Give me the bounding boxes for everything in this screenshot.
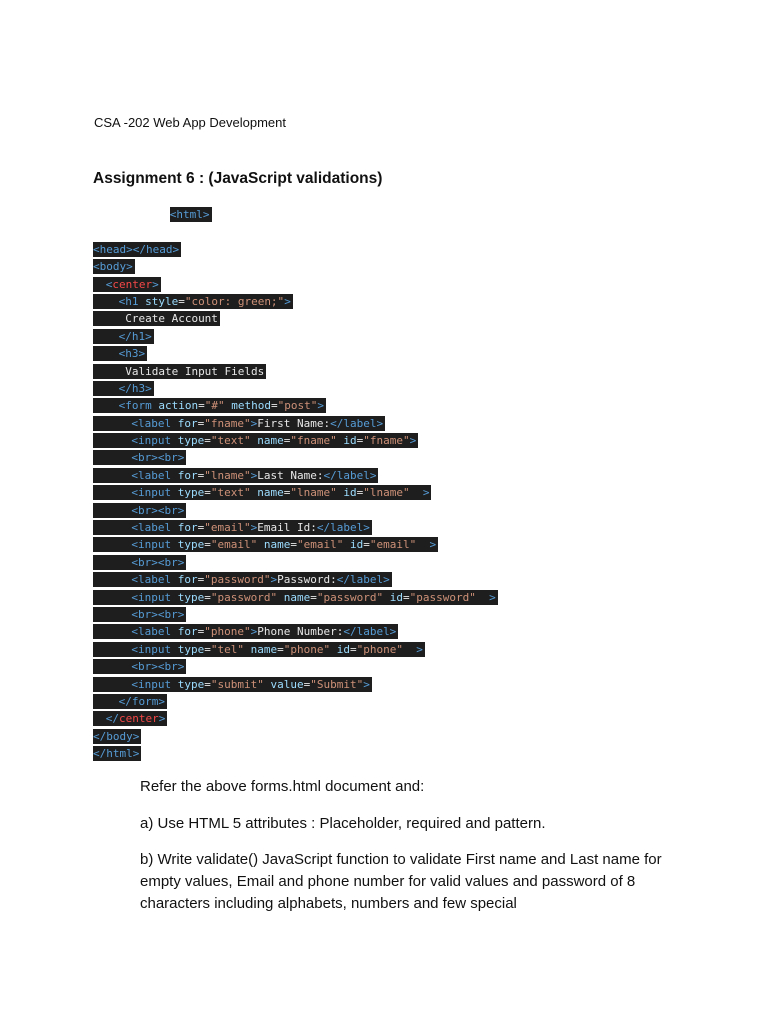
code-token: "fname" (204, 416, 251, 430)
course-title: CSA -202 Web App Development (94, 115, 286, 130)
code-token: for (177, 573, 198, 587)
code-token: value (270, 677, 304, 691)
code-token: </h3> (118, 381, 152, 395)
code-token: <label (131, 521, 178, 535)
code-token: id (343, 486, 357, 500)
code-token: "email" (369, 538, 417, 552)
code-token: > (152, 277, 159, 291)
code-token: "fname" (290, 434, 337, 448)
code-token: "lname" (204, 468, 251, 482)
code-token: "#" (204, 399, 225, 413)
code-token: </body> (93, 729, 140, 743)
code-token: "Submit" (310, 677, 364, 691)
code-token: <input (131, 642, 178, 656)
code-token: = (356, 434, 364, 448)
code-token: <input (131, 486, 178, 500)
code-indent (93, 398, 119, 413)
code-token: Last Name: (257, 468, 324, 482)
code-token: > (363, 677, 370, 691)
code-indent (93, 590, 131, 605)
code-token: = (270, 399, 278, 413)
code-text (119, 694, 167, 709)
code-text (131, 537, 438, 552)
code-token: = (349, 642, 357, 656)
code-text (131, 503, 186, 518)
code-token: type (177, 538, 205, 552)
code-text (131, 642, 424, 657)
code-token: > (250, 416, 258, 430)
code-token: <h3> (118, 347, 146, 361)
code-token: <br><br> (131, 555, 185, 569)
code-token: id (389, 590, 403, 604)
code-indent (93, 503, 131, 518)
code-token: <br><br> (131, 451, 185, 465)
code-text (119, 381, 154, 396)
code-token: type (177, 486, 205, 500)
code-token: > (416, 642, 423, 656)
code-token: = (356, 486, 364, 500)
code-token: < (105, 277, 113, 291)
code-text (131, 416, 385, 431)
code-text (131, 607, 186, 622)
code-token: = (204, 486, 211, 500)
code-token: </ (105, 712, 120, 726)
code-token: <input (131, 538, 178, 552)
code-text (131, 624, 398, 639)
code-token: <label (131, 416, 178, 430)
code-token: "color: green;" (184, 294, 285, 308)
code-token: name (283, 590, 311, 604)
code-token: name (250, 642, 278, 656)
code-token: for (177, 468, 198, 482)
code-text (93, 259, 135, 274)
code-token: "lname" (363, 486, 410, 500)
assignment-heading: Assignment 6 : (JavaScript validations) (93, 170, 383, 187)
code-text (106, 277, 161, 292)
code-indent (93, 346, 119, 361)
code-token: id (349, 538, 364, 552)
code-token: > (250, 625, 258, 639)
code-token: for (177, 416, 198, 430)
code-token: = (178, 294, 185, 308)
code-indent (93, 607, 131, 622)
code-text (131, 433, 418, 448)
code-token: <head></head> (93, 242, 180, 256)
code-token: action (158, 399, 199, 413)
code-token: for (177, 521, 198, 535)
code-token: name (257, 486, 284, 500)
code-token: "email" (210, 538, 258, 552)
code-indent (93, 364, 119, 379)
code-token: Validate Input Fields (118, 364, 265, 378)
code-token: "fname" (363, 434, 410, 448)
code-token: "lname" (290, 486, 337, 500)
code-indent (93, 485, 131, 500)
code-token: "text" (210, 486, 251, 500)
code-token: id (343, 434, 357, 448)
code-token: "phone" (283, 642, 331, 656)
code-token: = (277, 642, 284, 656)
code-token: = (204, 538, 211, 552)
code-token (476, 591, 489, 604)
code-token: <body> (93, 260, 133, 274)
code-token: = (197, 468, 205, 482)
code-token: <html> (169, 208, 210, 221)
code-token (257, 538, 264, 551)
code-indent (93, 537, 131, 552)
code-indent (93, 294, 119, 309)
code-text (131, 450, 186, 465)
code-token: "submit" (210, 677, 264, 691)
code-token: "email" (296, 538, 344, 552)
code-token: "password" (204, 573, 271, 587)
code-indent (93, 277, 106, 292)
code-token: = (197, 416, 205, 430)
code-token: "phone" (204, 625, 251, 639)
code-token: > (422, 486, 430, 500)
code-text (119, 364, 267, 379)
code-token: "password" (210, 590, 278, 604)
code-token: <input (131, 434, 178, 448)
code-text (106, 711, 168, 726)
code-token: center (119, 712, 159, 726)
code-token: <br><br> (131, 607, 185, 621)
code-token: "tel" (210, 642, 244, 656)
code-token: > (250, 468, 258, 482)
code-text (131, 468, 378, 483)
code-token: = (290, 538, 297, 552)
code-token: "password" (316, 590, 384, 604)
code-token: = (283, 434, 291, 448)
code-token: <h1 (118, 294, 146, 308)
code-token: > (270, 573, 278, 587)
code-token: Create Account (118, 312, 218, 326)
code-text (131, 659, 186, 674)
code-indent (93, 677, 131, 692)
code-token: name (263, 538, 291, 552)
code-token: </label> (330, 416, 384, 430)
code-text (119, 329, 154, 344)
code-text (131, 572, 391, 587)
code-indent (93, 381, 119, 396)
code-indent (93, 433, 131, 448)
code-token: </label> (336, 573, 390, 587)
code-token: "text" (210, 434, 251, 448)
code-token: <form (118, 399, 159, 413)
code-token (330, 643, 337, 656)
code-token: = (197, 573, 205, 587)
code-token: = (197, 625, 205, 639)
code-token: > (489, 590, 496, 604)
code-text (131, 520, 371, 535)
code-token: = (310, 590, 317, 604)
code-indent (93, 311, 119, 326)
code-token: </h1> (118, 329, 152, 343)
code-token: > (429, 538, 437, 552)
code-token (403, 643, 416, 656)
code-token: <br><br> (131, 660, 185, 674)
code-token: </label> (323, 468, 377, 482)
code-token: = (197, 521, 205, 535)
code-token: First Name: (257, 416, 331, 430)
code-token: "phone" (356, 642, 403, 656)
code-text (93, 242, 181, 257)
code-token: type (177, 677, 205, 691)
code-token: style (145, 294, 179, 308)
code-text (119, 398, 326, 413)
code-token: = (402, 590, 410, 604)
code-token: type (177, 434, 205, 448)
code-token: </label> (343, 625, 397, 639)
code-token: > (317, 399, 324, 413)
code-token: center (112, 277, 153, 291)
code-token: for (177, 625, 198, 639)
code-text (93, 746, 141, 761)
code-indent (93, 642, 131, 657)
code-token: "password" (409, 590, 476, 604)
instruction-item-a: a) Use HTML 5 attributes : Placeholder, required and pattern. (140, 815, 546, 832)
code-token: name (257, 434, 284, 448)
code-token (244, 643, 251, 656)
code-text (93, 729, 141, 744)
code-token: <input (131, 677, 178, 691)
code-token: </form> (118, 694, 165, 708)
code-indent (93, 416, 131, 431)
code-indent (93, 659, 131, 674)
code-token (416, 538, 429, 551)
code-indent (93, 520, 131, 535)
code-token: </html> (93, 747, 140, 761)
code-token: > (409, 434, 417, 448)
code-token: <input (131, 590, 178, 604)
code-token: Password: (277, 573, 337, 587)
code-token (277, 591, 284, 604)
code-token: = (283, 486, 291, 500)
code-token: type (177, 590, 205, 604)
code-text (131, 677, 371, 692)
code-token: = (204, 677, 211, 691)
code-token: = (204, 590, 211, 604)
code-token: type (177, 642, 205, 656)
code-text (131, 555, 186, 570)
code-indent (93, 329, 119, 344)
code-token (343, 538, 350, 551)
code-indent (93, 694, 119, 709)
code-token (383, 591, 390, 604)
code-token: <label (131, 468, 178, 482)
instruction-intro: Refer the above forms.html document and: (140, 778, 425, 795)
code-token: > (250, 521, 258, 535)
code-indent (93, 555, 131, 570)
code-token: = (204, 642, 211, 656)
code-text (119, 294, 293, 309)
code-token: "email" (204, 521, 251, 535)
code-token: <br><br> (131, 503, 185, 517)
code-text (131, 485, 431, 500)
code-token: "post" (277, 399, 318, 413)
code-indent (93, 624, 131, 639)
code-token (410, 486, 423, 499)
code-token: = (303, 677, 311, 691)
code-token: Phone Number: (257, 625, 344, 639)
code-text (131, 590, 497, 605)
code-token: method (231, 399, 271, 413)
code-token: > (158, 712, 166, 726)
code-token: <label (131, 573, 178, 587)
code-token: = (363, 538, 370, 552)
code-indent (93, 711, 106, 726)
code-token: = (198, 399, 205, 413)
code-token: </label> (316, 521, 370, 535)
code-text (119, 311, 220, 326)
code-indent (93, 468, 131, 483)
code-token: id (336, 642, 350, 656)
code-token: = (204, 434, 211, 448)
code-indent (93, 450, 131, 465)
code-indent (93, 572, 131, 587)
code-token: > (284, 294, 291, 308)
code-text (119, 346, 148, 361)
code-text (170, 207, 212, 222)
code-token: <label (131, 625, 178, 639)
code-token: Email Id: (257, 521, 317, 535)
instruction-item-b: b) Write validate() JavaScript function to validate First name and Last name for empty values, Email and phone number for valid values and password of 8 characters including alphabets, numbers and few special (140, 851, 662, 912)
